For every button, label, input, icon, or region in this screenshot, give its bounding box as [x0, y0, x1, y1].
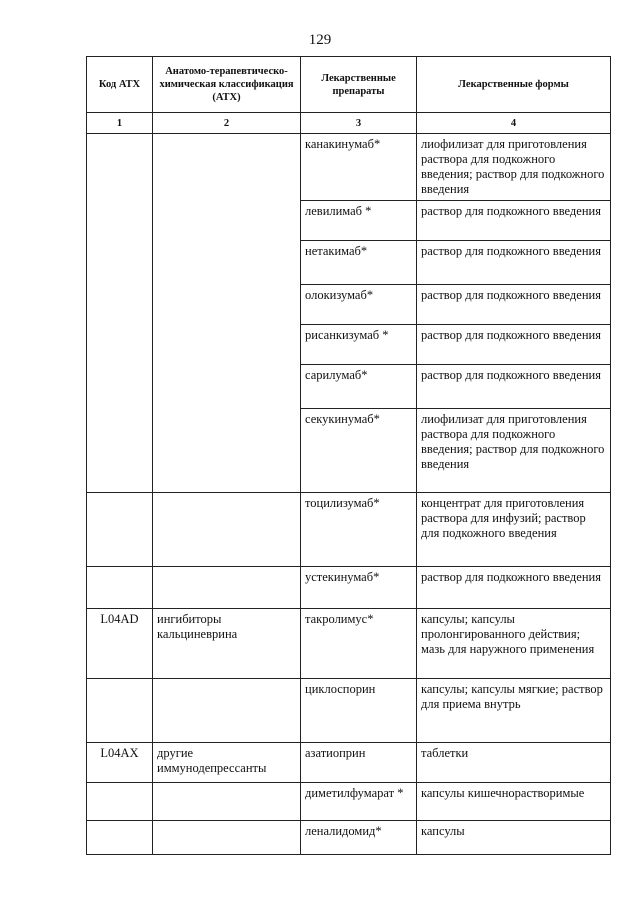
drug-name-cell: канакинумаб*	[301, 134, 417, 201]
table-row	[87, 743, 611, 783]
dosage-form-cell: капсулы	[417, 821, 611, 855]
drug-name-cell: олокизумаб*	[301, 285, 417, 325]
drug-name-cell: нетакимаб*	[301, 241, 417, 285]
atx-class-cell	[153, 493, 301, 567]
drug-name-cell: сарилумаб*	[301, 365, 417, 409]
dosage-form-cell: раствор для подкожного введения	[417, 365, 611, 409]
column-number: 2	[153, 113, 301, 134]
drug-name-cell: устекинумаб*	[301, 567, 417, 609]
atx-class-cell: другие иммунодепрессанты	[153, 743, 301, 783]
atx-class-cell	[153, 783, 301, 821]
drug-name-cell: рисанкизумаб *	[301, 325, 417, 365]
dosage-form-cell: капсулы; капсулы мягкие; раствор для приема внутрь	[417, 679, 611, 743]
atx-code-cell	[87, 134, 153, 493]
dosage-form-cell: раствор для подкожного введения	[417, 241, 611, 285]
drug-name-cell: тоцилизумаб*	[301, 493, 417, 567]
header-classification: Анатомо-терапевтическо-химическая классификация (АТХ)	[153, 57, 301, 113]
atx-class-cell: ингибиторы кальциневрина	[153, 609, 301, 679]
header-forms: Лекарственные формы	[417, 57, 611, 113]
column-number-row	[87, 113, 611, 134]
drug-name-cell: азатиоприн	[301, 743, 417, 783]
atx-code-cell	[87, 821, 153, 855]
drug-name-cell: секукинумаб*	[301, 409, 417, 493]
column-number: 1	[87, 113, 153, 134]
atx-class-cell	[153, 679, 301, 743]
table-header-row	[87, 57, 611, 113]
dosage-form-cell: концентрат для приготовления раствора для инфузий; раствор для подкожного введения	[417, 493, 611, 567]
dosage-form-cell: раствор для подкожного введения	[417, 325, 611, 365]
drug-name-cell: левилимаб *	[301, 201, 417, 241]
table-row	[87, 567, 611, 609]
drug-name-cell: такролимус*	[301, 609, 417, 679]
dosage-form-cell: капсулы кишечнорастворимые	[417, 783, 611, 821]
table-row	[87, 493, 611, 567]
dosage-form-cell: раствор для подкожного введения	[417, 567, 611, 609]
table-row	[87, 783, 611, 821]
drug-table	[86, 56, 611, 855]
column-number: 3	[301, 113, 417, 134]
dosage-form-cell: лиофилизат для приготовления раствора для подкожного введения; раствор для подкожного введения	[417, 134, 611, 201]
atx-code-cell	[87, 783, 153, 821]
table-row	[87, 679, 611, 743]
header-drugs: Лекарственные препараты	[301, 57, 417, 113]
page-number: 129	[308, 32, 332, 48]
dosage-form-cell: капсулы; капсулы пролонгированного действия; мазь для наружного применения	[417, 609, 611, 679]
drug-name-cell: диметилфумарат *	[301, 783, 417, 821]
dosage-form-cell: раствор для подкожного введения	[417, 201, 611, 241]
drug-name-cell: циклоспорин	[301, 679, 417, 743]
table-row	[87, 821, 611, 855]
table-row	[87, 609, 611, 679]
atx-class-cell	[153, 134, 301, 493]
column-number: 4	[417, 113, 611, 134]
atx-code-cell: L04AD	[87, 609, 153, 679]
table-row	[87, 134, 611, 201]
atx-class-cell	[153, 821, 301, 855]
header-code: Код АТХ	[87, 57, 153, 113]
dosage-form-cell: раствор для подкожного введения	[417, 285, 611, 325]
atx-code-cell	[87, 567, 153, 609]
atx-class-cell	[153, 567, 301, 609]
atx-code-cell	[87, 493, 153, 567]
drug-name-cell: леналидомид*	[301, 821, 417, 855]
atx-code-cell: L04AX	[87, 743, 153, 783]
atx-code-cell	[87, 679, 153, 743]
dosage-form-cell: лиофилизат для приготовления раствора для подкожного введения; раствор для подкожного введения	[417, 409, 611, 493]
dosage-form-cell: таблетки	[417, 743, 611, 783]
